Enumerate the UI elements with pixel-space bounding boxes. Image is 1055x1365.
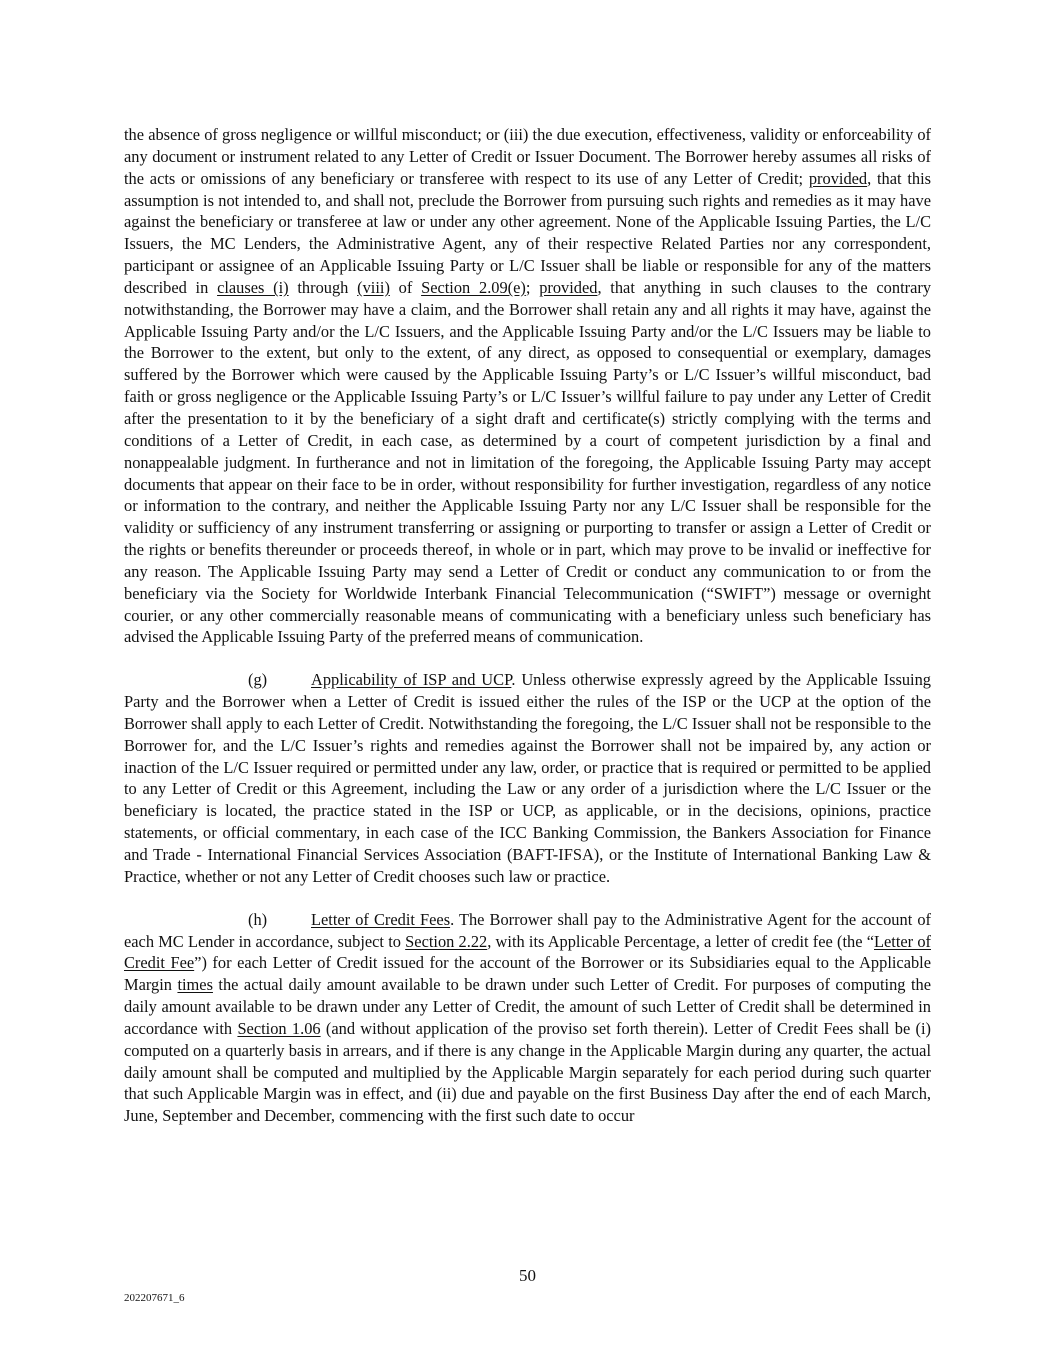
paragraph-g-applicability-of-isp-and-ucp: (g) Applicability of ISP and UCP. Unless otherwise expressly agreed by the Applicable Issuing Party and the Borrower when a Letter of Credit is issued either the rules of the ISP or the UCP at the option of the Borrower shall apply to each Letter of Credit. Notwithstanding the foregoing, the L/C Issuer shall not be responsible to the Borrower for, and the L/C Issuer’s rights and remedies against the Borrower shall not be impaired by, any action or inaction of the L/C Issuer required or permitted under any law, order, or practice that is required or permitted to be applied to any Letter of Credit or this Agreement, including the Law or any order of a jurisdiction where the L/C Issuer or the beneficiary is located, the practice stated in the ISP or UCP, as applicable, or in the decisions, opinions, practice statements, or official commentary, in each case of the ICC Banking Commission, the Bankers Association for Finance and Trade - International Financial Services Association (BAFT-IFSA), or the Institute of International Banking Law & Practice, whether or not any Letter of Credit chooses such law or practice. (124, 670, 931, 886)
document-id: 202207671_6 (124, 1292, 185, 1304)
underlined-term: Section 2.22 (405, 931, 488, 951)
body-text (124, 124, 931, 1127)
section-heading: Letter of Credit Fees (311, 909, 451, 929)
underlined-term: provided (539, 277, 598, 297)
underlined-term: times (177, 975, 213, 995)
paragraph-label: (g) (248, 670, 268, 690)
underlined-term: provided (808, 168, 868, 188)
underlined-term: Section 2.09(e) (421, 277, 526, 297)
paragraph-h-letter-of-credit-fees: (h) Letter of Credit Fees. The Borrower shall pay to the Administrative Agent for the account of each MC Lender in accordance, subject to Section 2.22, with its Applicable Percentage, a letter of credit fee (the “Letter of Credit Fee”) for each Letter of Credit issued for the account of the Borrower or its Subsidiaries equal to the Applicable Margin times the actual daily amount available to be drawn under such Letter of Credit. For purposes of computing the daily amount available to be drawn under any Letter of Credit, the amount of such Letter of Credit shall be determined in accordance with Section 1.06 (and without application of the proviso set forth therein). Letter of Credit Fees shall be (i) computed on a quarterly basis in arrears, and if there is any change in the Applicable Margin during any quarter, the actual daily amount shall be computed and multiplied by the Applicable Margin separately for each period during such quarter that such Applicable Margin was in effect, and (ii) due and payable on the first Business Day after the end of each March, June, September and December, commencing with the first such date to occur (124, 909, 932, 1126)
paragraph-continued: the absence of gross negligence or willful misconduct; or (iii) the due execution, effectiveness, validity or enforceability of any document or instrument related to any Letter of Credit or Issuer Document. The Borrower hereby assumes all risks of the acts or omissions of any beneficiary or transferee with respect to its use of any Letter of Credit; provided, that this assumption is not intended to, and shall not, preclude the Borrower from pursuing such rights and remedies as it may have against the beneficiary or transferee at law or under any other agreement. None of the Applicable Issuing Parties, the L/C Issuers, the MC Lenders, the Administrative Agent, any of their respective Related Parties nor any correspondent, participant or assignee of an Applicable Issuing Party or L/C Issuer shall be liable or responsible for any of the matters described in clauses (i) through (viii) of Section 2.09(e); provided, that anything in such clauses to the contrary notwithstanding, the Borrower may have a claim, and the Borrower shall retain any and all rights it may have, against the Applicable Issuing Party and/or the L/C Issuers, and the Applicable Issuing Party and/or the L/C Issuers may be liable to the Borrower to the extent, but only to the extent, of any direct, as opposed to consequential or exemplary, damages suffered by the Borrower which were caused by the Applicable Issuing Party’s or L/C Issuer’s willful misconduct, bad faith or gross negligence or the Applicable Issuing Party’s or L/C Issuer’s willful failure to pay under any Letter of Credit after the presentation to it by the beneficiary of a sight draft and certificate(s) strictly complying with the terms and conditions of a Letter of Credit, in each case, as determined by a court of competent jurisdiction by a final and nonappealable judgment. In furtherance and not in limitation of the foregoing, the Applicable Issuing Party may accept documents that appear on their face to be in order, without responsibility for further investigation, regardless of any notice or information to the contrary, and neither the Applicable Issuing Party nor any L/C Issuer shall be responsible for the validity or sufficiency of any instrument transferring or assigning or purporting to transfer or assign a Letter of Credit or the rights or benefits thereunder or proceeds thereof, in whole or in part, which may prove to be invalid or ineffective for any reason. The Applicable Issuing Party may send a Letter of Credit or conduct any communication to or from the beneficiary via the Society for Worldwide Interbank Financial Telecommunication (“SWIFT”) message or overnight courier, or any other commercially reasonable means of communicating with a beneficiary unless such beneficiary has advised the Applicable Issuing Party of the preferred means of communication. (124, 125, 932, 647)
underlined-term: Letter of Credit Fee (124, 931, 931, 973)
underlined-term: Section 1.06 (237, 1018, 321, 1038)
section-heading: Applicability of ISP and UCP (311, 670, 512, 690)
paragraph-label: (h) (248, 909, 268, 929)
underlined-term: clauses (i) (217, 277, 289, 297)
page-number: 50 (519, 1266, 536, 1285)
underlined-term: (viii) (357, 277, 390, 297)
